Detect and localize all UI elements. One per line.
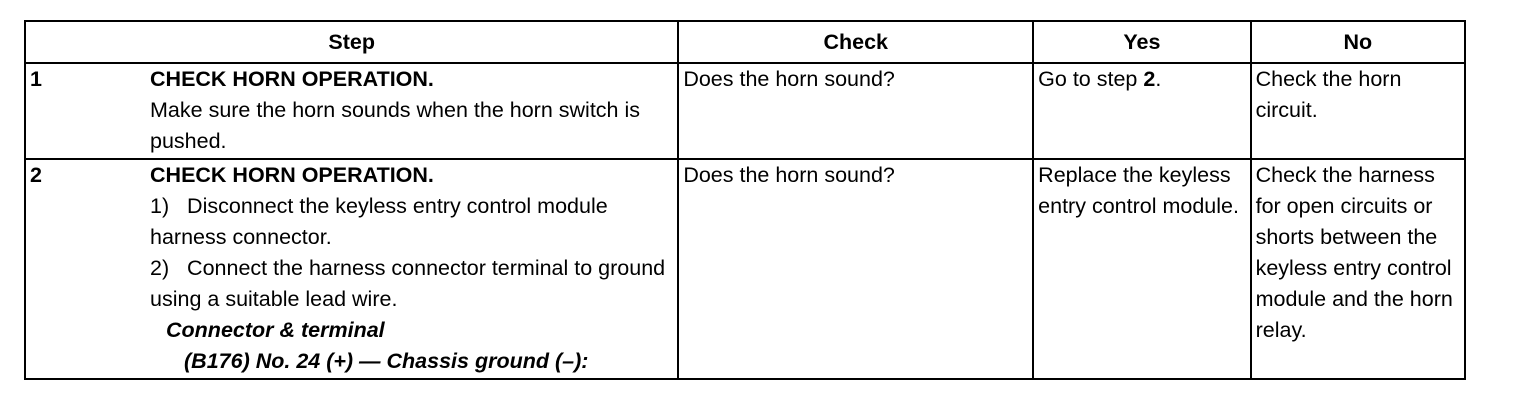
yes-suffix: . (1155, 67, 1162, 91)
header-no: No (1251, 21, 1465, 63)
connector-value: (B176) No. 24 (+) — Chassis ground (–): (184, 349, 589, 373)
check-cell: Does the horn sound? (678, 159, 1033, 379)
step-reference: 2 (1143, 67, 1156, 91)
step-title: CHECK HORN OPERATION. (150, 67, 434, 91)
no-cell: Check the horn circuit. (1251, 63, 1465, 159)
connector-heading: Connector & terminal (166, 318, 385, 342)
yes-prefix: Go to step (1038, 67, 1144, 91)
step-title: CHECK HORN OPERATION. (150, 163, 434, 187)
header-step: Step (25, 21, 678, 63)
substep-1: 1) Disconnect the keyless entry control module harness connector. (150, 194, 608, 249)
table-row (25, 159, 1465, 379)
step-description (146, 159, 678, 379)
step-number: 2 (25, 159, 146, 379)
header-check: Check (678, 21, 1033, 63)
yes-cell: Replace the keyless entry control module. (1033, 159, 1250, 379)
step-number: 1 (25, 63, 146, 159)
substep-2: 2) Connect the harness connector terminal to ground using a suitable lead wire. (150, 256, 666, 311)
check-cell: Does the horn sound? (678, 63, 1033, 159)
table-row (25, 63, 1465, 159)
no-cell: Check the harness for open circuits or shorts between the keyless entry control module and the horn relay. (1251, 159, 1465, 379)
yes-cell (1033, 63, 1250, 159)
header-row (25, 21, 1465, 63)
step-instruction: Make sure the horn sounds when the horn switch is pushed. (150, 98, 641, 153)
header-yes: Yes (1033, 21, 1250, 63)
step-description (146, 63, 678, 159)
diagnostic-table (24, 20, 1466, 380)
